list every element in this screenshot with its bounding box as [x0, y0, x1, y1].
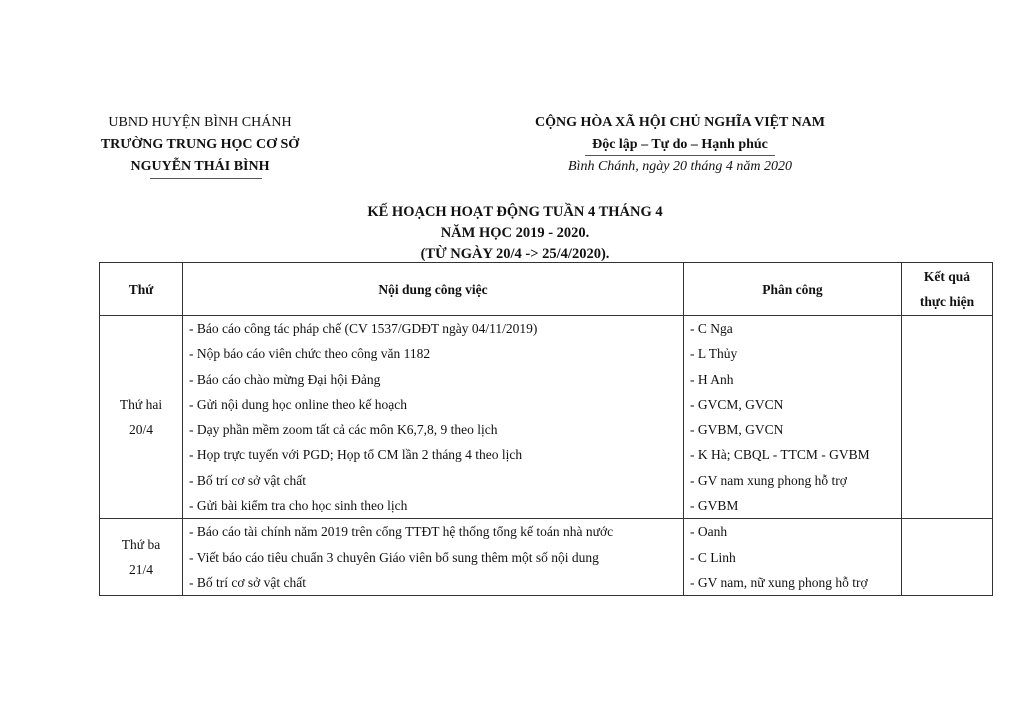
result-cell	[902, 519, 993, 596]
task-item: - Báo cáo công tác pháp chế (CV 1537/GDĐT ngày 04/11/2019)	[189, 321, 538, 336]
assignee-item: - K Hà; CBQL - TTCM - GVBM	[690, 447, 870, 463]
assignee-item: - C Linh	[690, 549, 736, 565]
school-year: NĂM HỌC 2019 - 2020.	[440, 225, 590, 241]
header-result	[902, 263, 993, 316]
task-item: - Họp trực tuyến với PGD; Họp tổ CM lần 2 tháng 4 theo lịch	[189, 447, 523, 463]
motto-underline	[585, 155, 775, 156]
motto: Độc lập – Tự do – Hạnh phúc	[592, 137, 768, 152]
assignee-item: - H Anh	[690, 371, 734, 387]
day-date: 20/4	[128, 422, 153, 438]
header-right	[500, 112, 860, 178]
assignee-item: - GVBM, GVCN	[690, 422, 784, 438]
school-name: NGUYỄN THÁI BÌNH	[130, 159, 270, 174]
schedule-table	[99, 262, 993, 596]
plan-title: KẾ HOẠCH HOẠT ĐỘNG TUẦN 4 THÁNG 4	[367, 204, 663, 220]
header-result-line1: Kết quả	[923, 269, 971, 284]
date-range: (TỪ NGÀY 20/4 -> 25/4/2020).	[420, 246, 610, 262]
assignee-item: - C Nga	[690, 321, 733, 336]
assignee-item: - Oanh	[690, 524, 728, 540]
tasks-cell	[183, 316, 684, 519]
table-row	[100, 519, 993, 596]
header-day: Thứ	[100, 263, 183, 316]
day-cell	[100, 519, 183, 596]
left-underline	[150, 178, 262, 179]
task-item: - Dạy phần mềm zoom tất cả các môn K6,7,8, 9 theo lịch	[189, 422, 498, 438]
result-cell	[902, 316, 993, 519]
task-item: - Nộp báo cáo viên chức theo công văn 1182	[189, 346, 431, 362]
assignee-item: - GV nam, nữ xung phong hỗ trợ	[690, 574, 868, 590]
task-item: - Gửi bài kiểm tra cho học sinh theo lịch	[189, 498, 408, 514]
task-item: - Viết báo cáo tiêu chuẩn 3 chuyên Giáo viên bổ sung thêm một số nội dung	[189, 549, 599, 565]
assignee-item: - GV nam xung phong hỗ trợ	[690, 472, 847, 488]
task-item: - Bố trí cơ sở vật chất	[189, 472, 306, 488]
day-cell	[100, 316, 183, 519]
table-header-row	[100, 263, 993, 316]
header-left	[90, 112, 310, 178]
day-date: 21/4	[128, 562, 153, 578]
assignee-item: - GVBM	[690, 498, 739, 514]
header-result-line2: thực hiện	[919, 294, 975, 309]
day-label: Thứ ba	[121, 537, 161, 553]
task-item: - Bố trí cơ sở vật chất	[189, 574, 306, 590]
district-committee: UBND HUYỆN BÌNH CHÁNH	[108, 115, 292, 130]
assignee-item: - L Thủy	[690, 346, 738, 362]
table-row	[100, 316, 993, 519]
day-label: Thứ hai	[119, 397, 163, 413]
assignees-cell	[684, 519, 902, 596]
assignee-item: - GVCM, GVCN	[690, 396, 784, 412]
assignees-cell	[684, 316, 902, 519]
header-assign: Phân công	[684, 263, 902, 316]
task-item: - Báo cáo chào mừng Đại hội Đảng	[189, 371, 381, 387]
nation-title: CỘNG HÒA XÃ HỘI CHỦ NGHĨA VIỆT NAM	[534, 115, 825, 130]
header-content: Nội dung công việc	[183, 263, 684, 316]
tasks-cell	[183, 519, 684, 596]
task-item: - Gửi nội dung học online theo kế hoạch	[189, 396, 408, 412]
task-item: - Báo cáo tài chính năm 2019 trên cổng TTĐT hệ thống tổng kế toán nhà nước	[189, 524, 614, 540]
school-type: TRƯỜNG TRUNG HỌC CƠ SỞ	[100, 137, 300, 152]
document-date: Bình Chánh, ngày 20 tháng 4 năm 2020	[568, 159, 792, 174]
